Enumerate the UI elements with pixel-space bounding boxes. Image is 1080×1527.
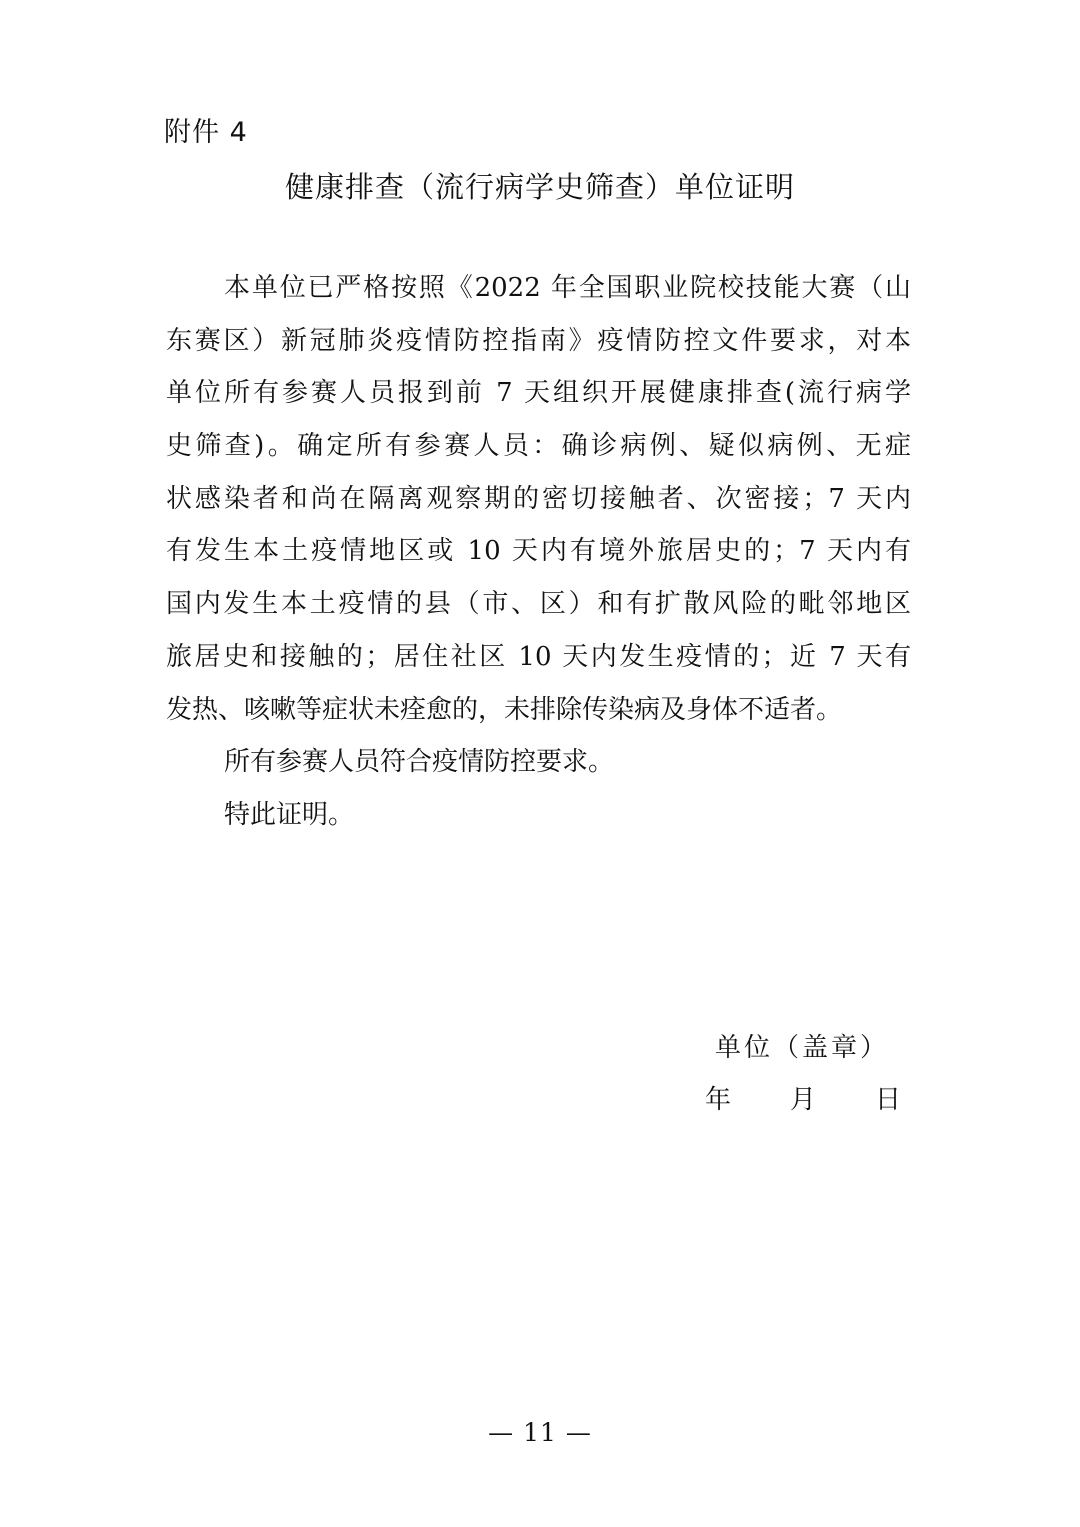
unit-seal-label: 单位（盖章） bbox=[715, 1033, 890, 1063]
paragraph-1-line: 旅居史和接触的；居住社区 10 天内发生疫情的；近 7 天有 bbox=[166, 641, 911, 672]
paragraph-1-line: 状感染者和尚在隔离观察期的密切接触者、次密接；7 天内 bbox=[166, 483, 911, 514]
document-title: 健康排查（流行病学史筛查）单位证明 bbox=[284, 170, 795, 204]
paragraph-1-line: 东赛区）新冠肺炎疫情防控指南》疫情防控文件要求，对本 bbox=[166, 325, 911, 356]
paragraph-1-line: 本单位已严格按照《2022 年全国职业院校技能大赛（山 bbox=[224, 273, 911, 303]
year-label: 年 bbox=[705, 1085, 732, 1115]
signature-block bbox=[705, 1022, 905, 1126]
day-label: 日 bbox=[874, 1085, 901, 1115]
compliance-statement: 所有参赛人员符合疫情防控要求。 bbox=[224, 747, 615, 778]
paragraph-1-line: 发热、咳嗽等症状未痊愈的，未排除传染病及身体不适者。 bbox=[166, 694, 843, 725]
month-label: 月 bbox=[789, 1085, 816, 1115]
attachment-label: 附件 4 bbox=[164, 117, 248, 148]
certification-closing: 特此证明。 bbox=[224, 799, 355, 830]
paragraph-1-line: 有发生本土疫情地区或 10 天内有境外旅居史的；7 天内有 bbox=[166, 536, 911, 567]
paragraph-1-line: 国内发生本土疫情的县（市、区）和有扩散风险的毗邻地区 bbox=[166, 589, 911, 620]
page-number: — 11 — bbox=[488, 1418, 592, 1447]
date-line bbox=[705, 1074, 901, 1126]
paragraph-1-line: 单位所有参赛人员报到前 7 天组织开展健康排查(流行病学 bbox=[166, 378, 911, 409]
paragraph-1-line: 史筛查)。确定所有参赛人员：确诊病例、疑似病例、无症 bbox=[166, 431, 911, 462]
certificate-body bbox=[166, 262, 911, 842]
